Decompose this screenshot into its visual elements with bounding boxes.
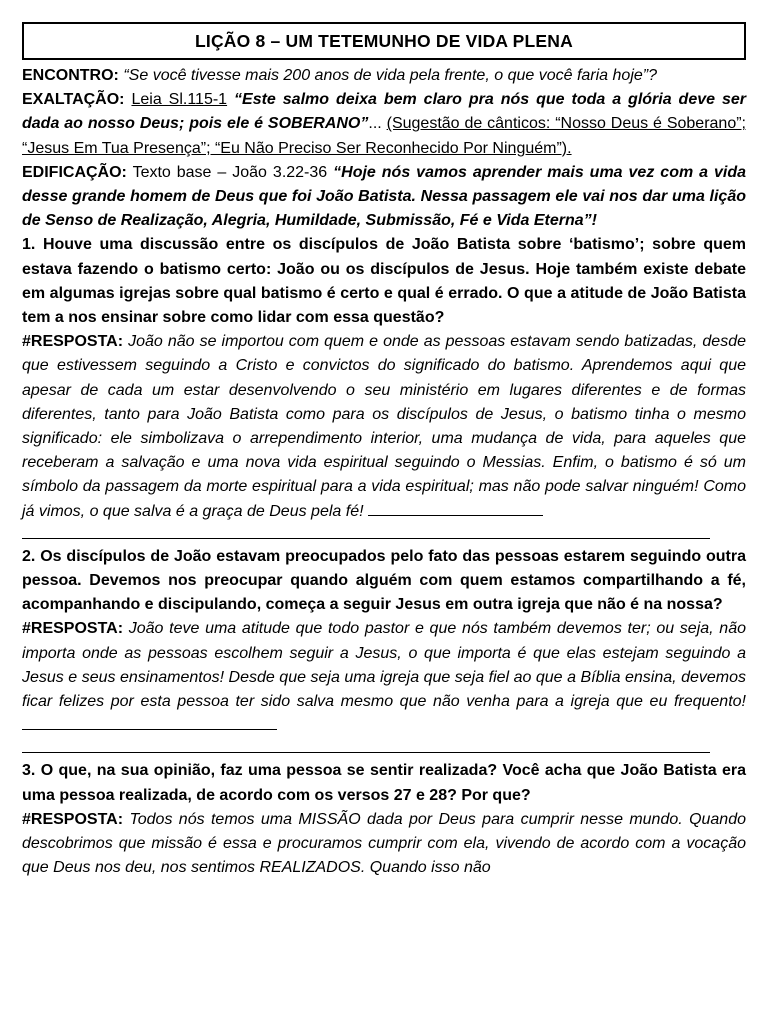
- question-3: 3. O que, na sua opinião, faz uma pessoa se sentir realizada? Você acha que João Batista era uma pessoa realizada, de acordo com os versos 27 e 28? Por que?: [22, 762, 746, 804]
- question-2: 2. Os discípulos de João estavam preocupados pelo fato das pessoas estarem seguindo outra pessoa. Devemos nos preocupar quando alguém com quem estamos compartilhando a fé, acompanhando e discipulando, começa a seguir Jesus em outra igreja que não é na nossa?: [22, 547, 746, 614]
- answer-1-line[interactable]: [22, 524, 710, 539]
- answer-2-blank[interactable]: [22, 714, 277, 730]
- exaltacao-quote: “Este salmo deixa bem claro pra nós que toda a glória deve ser dada ao nosso Deus; pois ele é SOBERANO”: [22, 91, 746, 133]
- edificacao-quote: “Hoje nós vamos aprender mais uma vez com a vida desse grande homem de Deus que foi João Batista. Nessa passagem ele vai nos dar uma lição de Senso de Realização, Alegria, Humildade, Submissão, Fé e Vida Eterna”!: [22, 163, 747, 230]
- exaltacao-songs: (Sugestão de cânticos: “Nosso Deus é Soberano”; “Jesus Em Tua Presença”; “Eu Não Preciso Ser Reconhecido Por Ninguém”).: [22, 115, 746, 157]
- answer-1: [22, 330, 746, 524]
- answer-3: [22, 808, 746, 881]
- edificacao-base: Texto base – João 3.22-36: [132, 163, 328, 181]
- encontro-label: ENCONTRO:: [22, 67, 119, 84]
- answer-1-text: João não se importou com quem e onde as pessoas estavam sendo batizadas, desde que estivessem seguindo a Cristo e convictos do significado do batismo. Aprendemos aqui que apesar de cada um estar desenvolvendo o seu ministério em lugares diferentes e de formas diferentes, tanto para João Batista como para os discípulos de Jesus, o batismo tinha o mesmo significado: ele simbolizava o arrependimento interior, uma mudança de vida, para aqueles que receberam a salvação e uma nova vida espiritual seguindo o Messias. Enfim, o batismo é só um símbolo da passagem da morte espiritual para a vida espiritual; mas não pode salvar ninguém! Como já vimos, o que salva é a graça de Deus pela fé!: [22, 333, 746, 520]
- answer-2-line[interactable]: [22, 738, 710, 753]
- exaltacao-section: [22, 88, 746, 161]
- question-1: 1. Houve uma discussão entre os discípulos de João Batista sobre ‘batismo’; sobre quem estava fazendo o batismo certo: João ou os discípulos de Jesus. Hoje também existe debate em algumas igrejas sobre qual batismo é certo e qual é errado. O que a atitude de João Batista tem a nos ensinar sobre como lidar com essa questão?: [22, 236, 746, 327]
- lesson-title: LIÇÃO 8 – UM TETEMUNHO DE VIDA PLENA: [22, 22, 746, 60]
- encontro-text: “Se você tivesse mais 200 anos de vida pela frente, o que você faria hoje”?: [123, 67, 657, 84]
- lesson-body: [22, 64, 746, 881]
- exaltacao-ellipsis: ...: [368, 115, 382, 133]
- edificacao-section: [22, 161, 746, 234]
- answer-2: [22, 617, 746, 738]
- answer-1-blank[interactable]: [368, 500, 543, 516]
- answer-2-label: #RESPOSTA:: [22, 620, 124, 638]
- answer-3-text: Todos nós temos uma MISSÃO dada por Deus para cumprir nesse mundo. Quando descobrimos que missão é essa e procuramos cumprir com ela, vivendo de acordo com a vocação que Deus nos deu, nos sentimos REALIZADOS. Quando isso não: [22, 810, 746, 877]
- exaltacao-reading: Leia Sl.115-1: [131, 91, 228, 109]
- answer-2-text: João teve uma atitude que todo pastor e que nós também devemos ter; ou seja, não importa onde as pessoas escolhem seguir a Jesus, o que importa é que elas estejam seguindo a Jesus e seus ensinamentos! Desde que seja uma igreja que seja fiel ao que a Bíblia ensina, devemos ficar felizes por esta pessoa ter sido salva mesmo que não venha para a igreja que eu frequento!: [22, 620, 746, 711]
- answer-3-label: #RESPOSTA:: [22, 810, 124, 828]
- exaltacao-label: EXALTAÇÃO:: [22, 91, 125, 109]
- lesson-page: [22, 22, 746, 881]
- edificacao-label: EDIFICAÇÃO:: [22, 163, 127, 181]
- answer-1-label: #RESPOSTA:: [22, 333, 124, 351]
- encontro-section: [22, 64, 746, 88]
